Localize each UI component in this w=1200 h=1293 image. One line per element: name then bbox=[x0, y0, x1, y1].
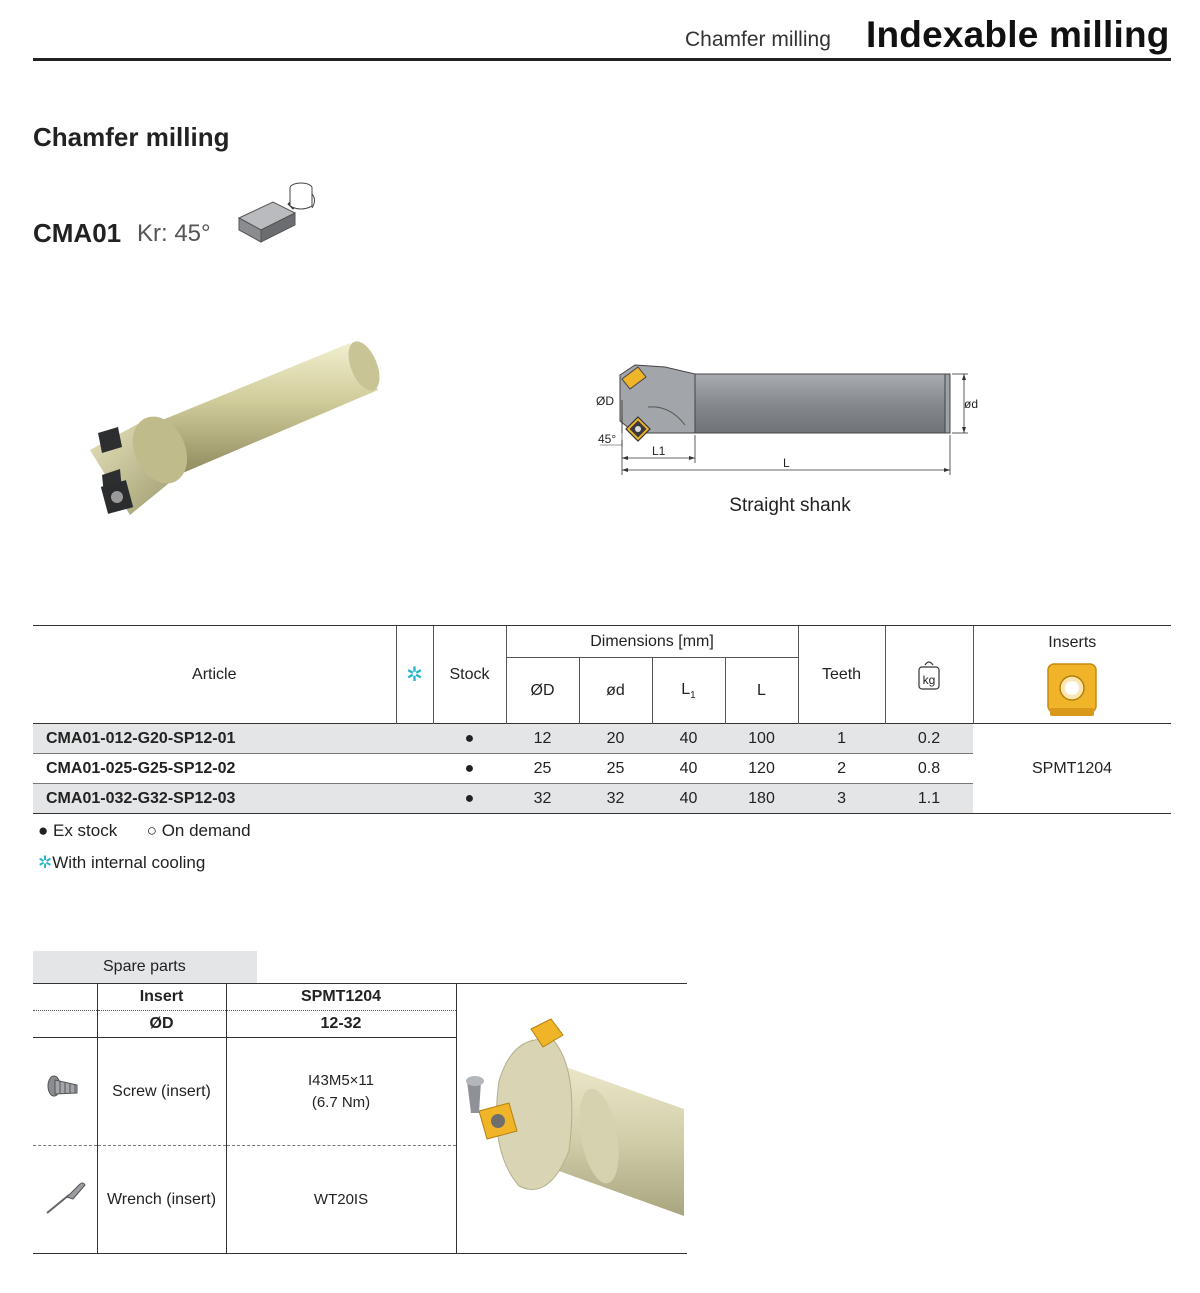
spare-insert-label: Insert bbox=[97, 984, 226, 1011]
header-D: ØD bbox=[506, 658, 579, 724]
header-teeth: Teeth bbox=[798, 626, 885, 724]
weight-kg-icon bbox=[917, 659, 941, 691]
kr-angle: Kr: 45° bbox=[137, 220, 211, 247]
chamfer-operation-icon bbox=[235, 180, 320, 248]
tool-photo bbox=[60, 335, 390, 535]
header-title: Indexable milling bbox=[866, 14, 1170, 55]
cooling-icon: ✲ bbox=[38, 853, 53, 872]
header-inserts-label: Inserts bbox=[1048, 634, 1097, 651]
spare-d-label: ØD bbox=[97, 1011, 226, 1038]
legend-cooling bbox=[38, 853, 205, 873]
model-code: CMA01 bbox=[33, 218, 122, 248]
header-stock: Stock bbox=[433, 626, 506, 724]
wrench-value: WT20IS bbox=[226, 1146, 456, 1254]
legend-ex-stock: ● Ex stock bbox=[38, 821, 118, 840]
spare-tool-image bbox=[456, 984, 687, 1254]
screw-label: Screw (insert) bbox=[97, 1038, 226, 1146]
screw-value: I43M5×11 (6.7 Nm) bbox=[226, 1038, 456, 1146]
header-article: Article bbox=[33, 626, 396, 724]
wrench-label: Wrench (insert) bbox=[97, 1146, 226, 1254]
spare-parts-tab: Spare parts bbox=[33, 951, 257, 983]
label-angle: 45° bbox=[598, 432, 617, 446]
header-weight bbox=[885, 626, 973, 724]
shank-caption: Straight shank bbox=[729, 495, 851, 516]
spare-insert-value: SPMT1204 bbox=[226, 984, 456, 1011]
svg-text:kg: kg bbox=[922, 672, 936, 687]
header-L1: $L_1$ bbox=[652, 658, 725, 724]
header-rule bbox=[33, 58, 1171, 61]
section-title: Chamfer milling bbox=[33, 122, 230, 152]
label-d: ød bbox=[964, 397, 979, 411]
legend-on-demand: ○ On demand bbox=[146, 821, 251, 840]
header-dimensions: Dimensions [mm] bbox=[506, 626, 798, 658]
spare-d-value: 12-32 bbox=[226, 1011, 456, 1038]
legend-stock bbox=[38, 821, 251, 841]
header-d: ød bbox=[579, 658, 652, 724]
tool-dimension-drawing bbox=[590, 355, 990, 485]
insert-name: SPMT1204 bbox=[973, 724, 1171, 814]
header-L: L bbox=[725, 658, 798, 724]
tool-assembly-photo bbox=[459, 1001, 684, 1231]
header-inserts bbox=[973, 626, 1171, 724]
table-row: CMA01-025-G25-SP12-02 ● 25 25 40 120 2 0.8 bbox=[33, 754, 1171, 784]
header-cooling bbox=[396, 626, 433, 724]
label-L1: L1 bbox=[652, 444, 666, 458]
header-subtitle: Chamfer milling bbox=[685, 28, 831, 51]
table-row: CMA01-012-G20-SP12-01 ● 12 20 40 100 1 0.2 SPMT1204 bbox=[33, 724, 1171, 754]
insert-icon bbox=[1046, 662, 1098, 718]
cooling-icon: ✲ bbox=[406, 664, 423, 686]
legend-cooling-text: With internal cooling bbox=[52, 853, 206, 872]
product-table bbox=[33, 625, 1171, 814]
screw-icon bbox=[33, 1038, 97, 1146]
spare-parts-table bbox=[33, 983, 687, 1254]
wrench-icon bbox=[33, 1146, 97, 1254]
table-row: CMA01-032-G32-SP12-03 ● 32 32 40 180 3 1.1 bbox=[33, 784, 1171, 814]
label-D: ØD bbox=[596, 394, 614, 408]
label-L: L bbox=[783, 456, 790, 470]
